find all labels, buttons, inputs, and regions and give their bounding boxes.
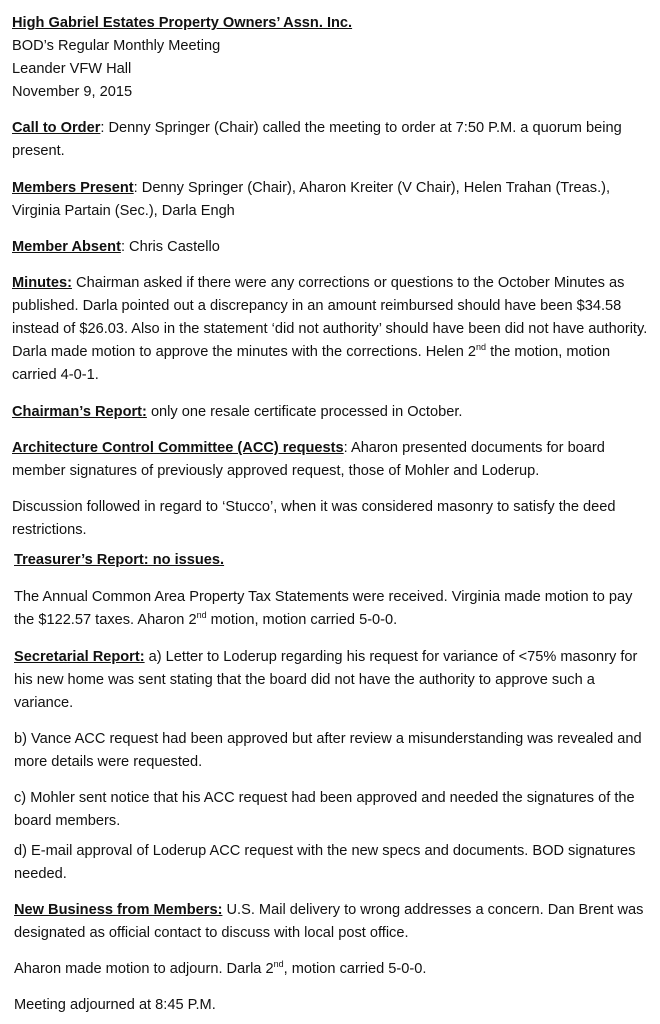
members-present-text: : Denny Springer (Chair), Aharon Kreiter (V Chair), Helen Trahan (Treas.), Virginia Partain (Sec.), Darla Engh (12, 180, 611, 219)
members-present-section (12, 177, 652, 223)
acc-discussion: Discussion followed in regard to ‘Stucco’, when it was considered masonry to satisfy the deed restrictions. (12, 499, 616, 538)
document-title: High Gabriel Estates Property Owners’ Assn. Inc. (12, 15, 353, 31)
member-absent-text: : Chris Castello (120, 239, 220, 255)
minutes-text-end: the motion, motion carried 4-0-1. (12, 344, 611, 383)
chairmans-report-text: only one resale certificate processed in October. (146, 404, 463, 420)
adjourn-motion (14, 958, 654, 981)
treasurers-report-section (14, 586, 654, 632)
meeting-date: November 9, 2015 (12, 84, 133, 100)
secretarial-item-b: b) Vance ACC request had been approved but after review a misunderstanding was revealed and more details were requested. (14, 731, 642, 770)
members-present-heading: Members Present (12, 180, 134, 196)
adjourn-superscript: nd (273, 959, 284, 970)
treasurers-superscript: nd (196, 610, 207, 621)
treasurers-report-text-end: motion, motion carried 5-0-0. (206, 612, 398, 628)
new-business-text: U.S. Mail delivery to wrong addresses a concern. Dan Brent was designated as official contact to discuss with local post office. (14, 902, 644, 941)
chairmans-report-section (12, 401, 652, 424)
meeting-location: Leander VFW Hall (12, 61, 132, 77)
call-to-order-heading: Call to Order (12, 120, 101, 136)
minutes-text: Chairman asked if there were any corrections or questions to the October Minutes as published. Darla pointed out a discrepancy in an amount reimbursed should have been $34.58 instead of $26.03. Also in the statement ‘did not authority’ should have been did not have authority. Darla made motion to approve the minutes with the corrections. Helen 2 (12, 275, 648, 360)
minutes-section (12, 272, 652, 387)
call-to-order-section (12, 117, 652, 163)
adjourn-text-end: , motion carried 5-0-0. (283, 961, 427, 977)
treasurers-report-heading: Treasurer’s Report: no issues. (14, 552, 225, 568)
member-absent-heading: Member Absent (12, 239, 121, 255)
treasurers-report-text: The Annual Common Area Property Tax Statements were received. Virginia made motion to pay the $122.57 taxes. Aharon 2 (14, 589, 633, 628)
secretarial-item-d: d) E-mail approval of Loderup ACC request with the new specs and documents. BOD signatures needed. (14, 843, 636, 882)
treasurers-report-heading-line (14, 549, 654, 572)
member-absent-section (12, 236, 652, 259)
meeting-type: BOD’s Regular Monthly Meeting (12, 38, 221, 54)
minutes-superscript: nd (476, 342, 487, 353)
adjourn-text: Aharon made motion to adjourn. Darla 2 (14, 961, 274, 977)
chairmans-report-heading: Chairman’s Report: (12, 404, 147, 420)
secretarial-report-section (14, 646, 654, 715)
minutes-heading: Minutes: (12, 275, 72, 291)
acc-requests-section (12, 437, 652, 483)
call-to-order-text: : Denny Springer (Chair) called the meeting to order at 7:50 P.M. a quorum being present. (12, 120, 622, 159)
meeting-adjourned: Meeting adjourned at 8:45 P.M. (14, 997, 216, 1013)
acc-requests-heading: Architecture Control Committee (ACC) requests (12, 440, 344, 456)
secretarial-report-heading: Secretarial Report: (14, 649, 145, 665)
new-business-heading: New Business from Members: (14, 902, 223, 918)
new-business-section (14, 899, 654, 945)
acc-requests-text: : Aharon presented documents for board member signatures of previously approved request, those of Mohler and Loderup. (12, 440, 605, 479)
secretarial-item-a: a) Letter to Loderup regarding his request for variance of <75% masonry for his new home was sent stating that the board did not have the authority to approve such a variance. (14, 649, 638, 711)
secretarial-item-c: c) Mohler sent notice that his ACC request had been approved and needed the signatures of the board members. (14, 790, 635, 829)
document-header (12, 12, 652, 104)
